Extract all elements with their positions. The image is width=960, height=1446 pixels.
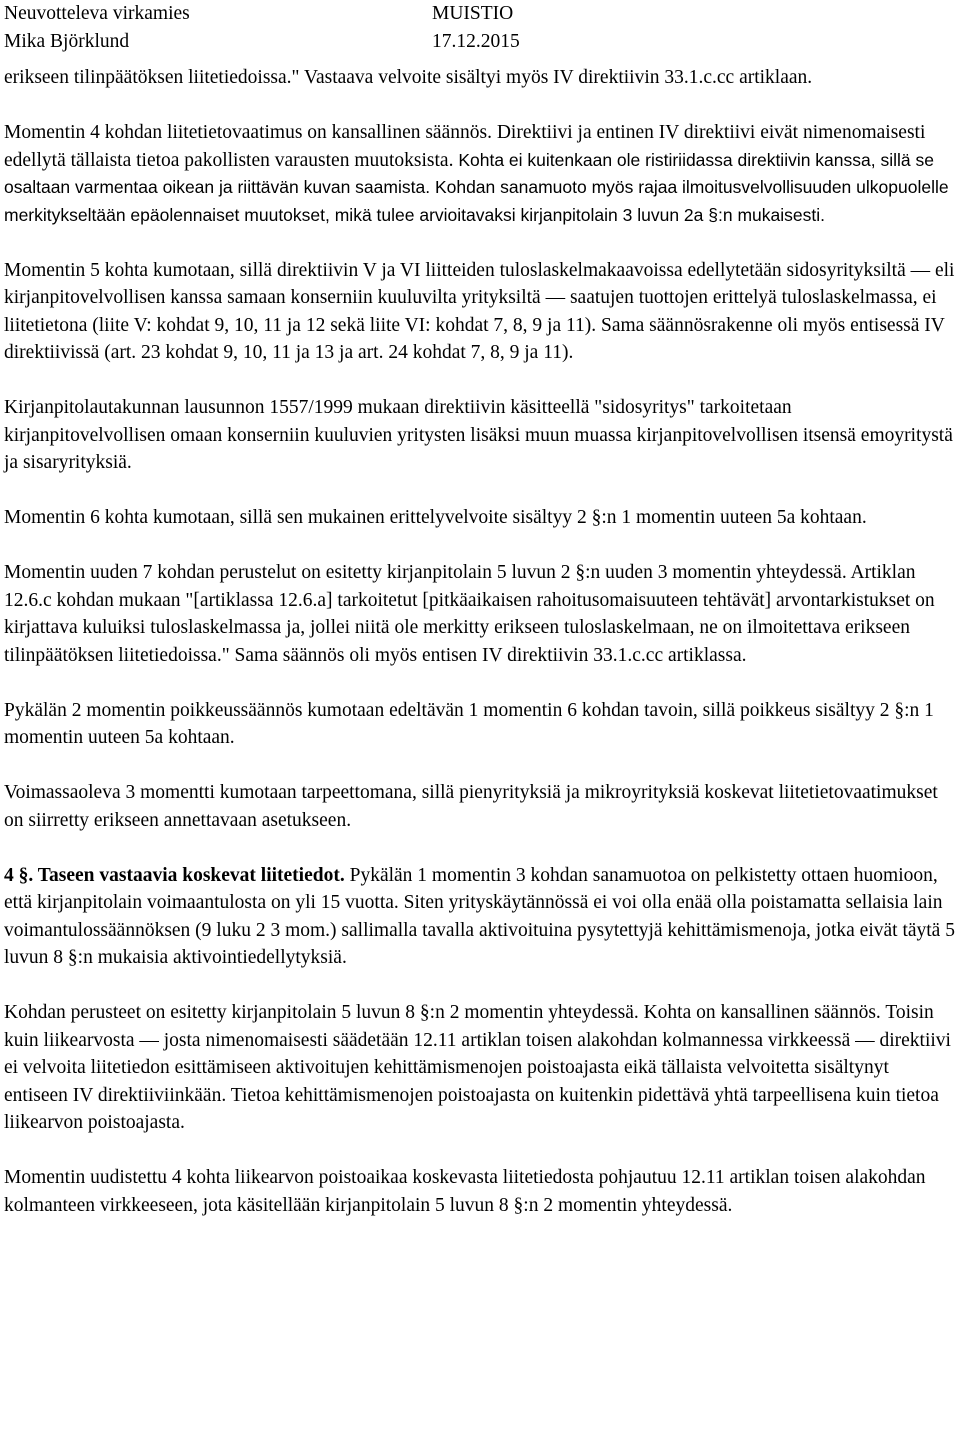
section-heading: 4 §. Taseen vastaavia koskevat liitetiedot.: [4, 864, 345, 886]
paragraph-text: Kohta ei kuitenkaan ole ristiriidassa direktiivin kanssa, sillä se osaltaan varmentaa oikean ja riittävän kuvan saamista.: [4, 149, 934, 197]
header-doc-type: MUISTIO: [432, 3, 514, 24]
paragraph: Momentin 5 kohta kumotaan, sillä direktiivin V ja VI liitteiden tuloslaskelmakaavoissa edellytetään sidosyrityksiltä — eli kirjanpitovelvollisen kanssa samaan konserniin kuuluvilta yrityksiltä — saatujen tuottojen erittelyä tuloslaskelmassa, ei liitetietona (liite V: kohdat 9, 10, 11 ja 12 sekä liite VI: kohdat 7, 8, 9 ja 11). Sama säännösrakenne oli myös entisessä IV direktiivissä (art. 23 kohdat 9, 10, 11 ja 13 ja art. 24 kohdat 7, 8, 9 ja 11).: [4, 259, 955, 363]
paragraph: Momentin 6 kohta kumotaan, sillä sen mukainen erittelyvelvoite sisältyy 2 §:n 1 momentin uuteen 5a kohtaan.: [4, 507, 867, 528]
paragraph: [4, 862, 956, 972]
paragraph: Voimassaoleva 3 momentti kumotaan tarpeettomana, sillä pienyrityksiä ja mikroyrityksiä koskevat liitetietovaatimukset on siirretty erikseen annettavaan asetukseen.: [4, 782, 938, 831]
header-date: 17.12.2015: [432, 31, 520, 52]
memo-header: [4, 0, 956, 64]
header-row-bottom: [4, 28, 956, 56]
paragraph: Kirjanpitolautakunnan lausunnon 1557/1999 mukaan direktiivin käsitteellä "sidosyritys" tarkoitetaan kirjanpitovelvollisen omaan konserniin kuuluvien yritysten lisäksi muun muassa kirjanpitovelvollisen itsensä emoyritystä ja sisaryrityksiä.: [4, 397, 953, 473]
paragraph: Momentin uuden 7 kohdan perustelut on esitetty kirjanpitolain 5 luvun 2 §:n uuden 3 momentin yhteydessä. Artiklan 12.6.c kohdan mukaan "[artiklassa 12.6.a] tarkoitetut [pitkäaikaisen rahoitusomaisuuteen tehtävät] arvontarkistukset on kirjattava kuluiksi tuloslaskelmassa ja, jollei niitä ole merkitty erikseen tuloslaskelmaan, ne on ilmoitettava erikseen tilinpäätöksen liitetiedoissa." Sama säännös oli myös entisen IV direktiivin 33.1.c.cc artiklassa.: [4, 562, 935, 666]
paragraph: Kohdan perusteet on esitetty kirjanpitolain 5 luvun 8 §:n 2 momentin yhteydessä. Kohta on kansallinen säännös. Toisin kuin liikearvosta — josta nimenomaisesti säädetään 12.11 artiklan toisen alakohdan kolmannessa virkkeessä — direktiivi ei velvoita liitetiedon esittämiseen aktivoitujen kehittämismenojen poistoajasta eikä tällaista velvoitetta sisältynyt entiseen IV direktiiviinkään. Tietoa kehittämismenojen poistoajasta on kuitenkin pidettävä yhtä tarpeellisena kuin tietoa liikearvon poistoajasta.: [4, 1002, 951, 1133]
paragraph: Momentin uudistettu 4 kohta liikearvon poistoaikaa koskevasta liitetiedosta pohjautuu 12.11 artiklan toisen alakohdan kolmanteen virkkeeseen, jota käsitellään kirjanpitolain 5 luvun 8 §:n 2 momentin yhteydessä.: [4, 1167, 926, 1216]
paragraph: erikseen tilinpäätöksen liitetiedoissa." Vastaava velvoite sisältyi myös IV direktiivin 33.1.c.cc artiklaan.: [4, 67, 813, 88]
header-row-top: [4, 0, 956, 28]
header-organization: Neuvotteleva virkamies: [4, 3, 190, 24]
header-author: Mika Björklund: [4, 31, 130, 52]
document-body: [4, 64, 956, 1219]
paragraph-text: Kohdan sanamuoto myös rajaa ilmoitusvelvollisuuden ulkopuolelle merkitykseltään epäolennaiset muutokset, mikä tulee arvioitavaksi kirjanpitolain 3 luvun 2a §:n mukaisesti.: [4, 177, 949, 225]
paragraph-text: Pykälän 1 momentin 3 kohdan sanamuotoa on pelkistetty ottaen huomioon, että kirjanpitolain voimaantulosta on yli 15 vuotta. Siten yrityskäytännössä ei voi olla enää olla poistamatta sellaisia lain voimantulossäännöksen (9 luku 2 3 mom.) sallimalla tavalla aktivoituina pysytettyjä kehittämismenoja, jotka eivät täytä 5 luvun 8 §:n mukaisia aktivointiedellytyksiä.: [4, 864, 955, 968]
paragraph-text: Momentin 4 kohdan liitetietovaatimus on kansallinen säännös. Direktiivi ja entinen IV direktiivi eivät nimenomaisesti edellytä tällaista tietoa pakollisten varausten muutoksista.: [4, 122, 926, 171]
paragraph: Pykälän 2 momentin poikkeussäännös kumotaan edeltävän 1 momentin 6 kohdan tavoin, sillä poikkeus sisältyy 2 §:n 1 momentin uuteen 5a kohtaan.: [4, 699, 934, 748]
paragraph: [4, 119, 956, 229]
